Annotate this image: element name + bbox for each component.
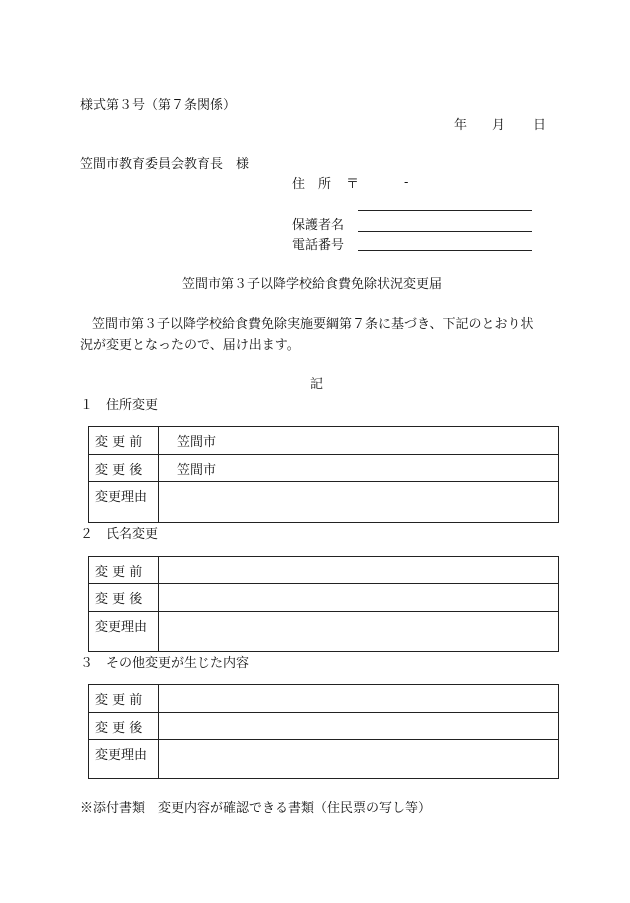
guardian-label: 保護者名	[292, 218, 345, 233]
table-row	[89, 584, 559, 612]
attachment-note: ※添付書類 変更内容が確認できる書類（住民票の写し等）	[80, 801, 432, 816]
phone-label: 電話番号	[292, 238, 345, 253]
row-label: 変更理由	[89, 612, 159, 652]
address-before-field[interactable]: 笠間市	[159, 427, 559, 455]
table-row	[89, 685, 559, 713]
body-line-2: 況が変更となったので、届け出ます。	[80, 338, 300, 353]
name-change-table	[88, 556, 559, 652]
phone-line[interactable]	[358, 250, 532, 251]
postal-dash: -	[404, 175, 409, 190]
table-row	[89, 740, 559, 779]
addressee: 笠間市教育委員会教育長 様	[80, 157, 250, 172]
section-heading-other: ３ その他変更が生じた内容	[80, 656, 250, 671]
other-before-field[interactable]	[159, 685, 559, 713]
address-line[interactable]	[358, 210, 532, 211]
form-title: 笠間市第３子以降学校給食費免除状況変更届	[182, 277, 443, 292]
row-label: 変 更 前	[89, 557, 159, 584]
other-change-table	[88, 684, 559, 779]
table-row	[89, 612, 559, 652]
name-before-field[interactable]	[159, 557, 559, 584]
date-year-label: 年	[454, 118, 468, 133]
postal-mark: 〒	[346, 177, 360, 192]
address-label: 住 所	[292, 177, 332, 192]
body-line-1: 笠間市第３子以降学校給食費免除実施要綱第７条に基づき、下記のとおり状	[92, 317, 534, 332]
row-label: 変更理由	[89, 740, 159, 779]
address-reason-field[interactable]	[159, 482, 559, 523]
other-reason-field[interactable]	[159, 740, 559, 779]
row-label: 変 更 前	[89, 685, 159, 713]
address-after-field[interactable]: 笠間市	[159, 455, 559, 482]
row-label: 変 更 後	[89, 455, 159, 482]
row-label: 変更理由	[89, 482, 159, 523]
name-after-field[interactable]	[159, 584, 559, 612]
section-heading-address: １ 住所変更	[80, 398, 159, 413]
section-heading-name: ２ 氏名変更	[80, 527, 159, 542]
date-day-label: 日	[533, 118, 547, 133]
row-label: 変 更 後	[89, 584, 159, 612]
form-number: 様式第３号（第７条関係）	[80, 98, 237, 113]
row-label: 変 更 前	[89, 427, 159, 455]
name-reason-field[interactable]	[159, 612, 559, 652]
table-row	[89, 455, 559, 482]
date-month-label: 月	[492, 118, 506, 133]
table-row	[89, 713, 559, 740]
other-after-field[interactable]	[159, 713, 559, 740]
ki-heading: 記	[310, 377, 324, 392]
table-row	[89, 557, 559, 584]
table-row	[89, 427, 559, 455]
row-label: 変 更 後	[89, 713, 159, 740]
address-change-table	[88, 426, 559, 523]
guardian-line[interactable]	[358, 231, 532, 232]
table-row	[89, 482, 559, 523]
